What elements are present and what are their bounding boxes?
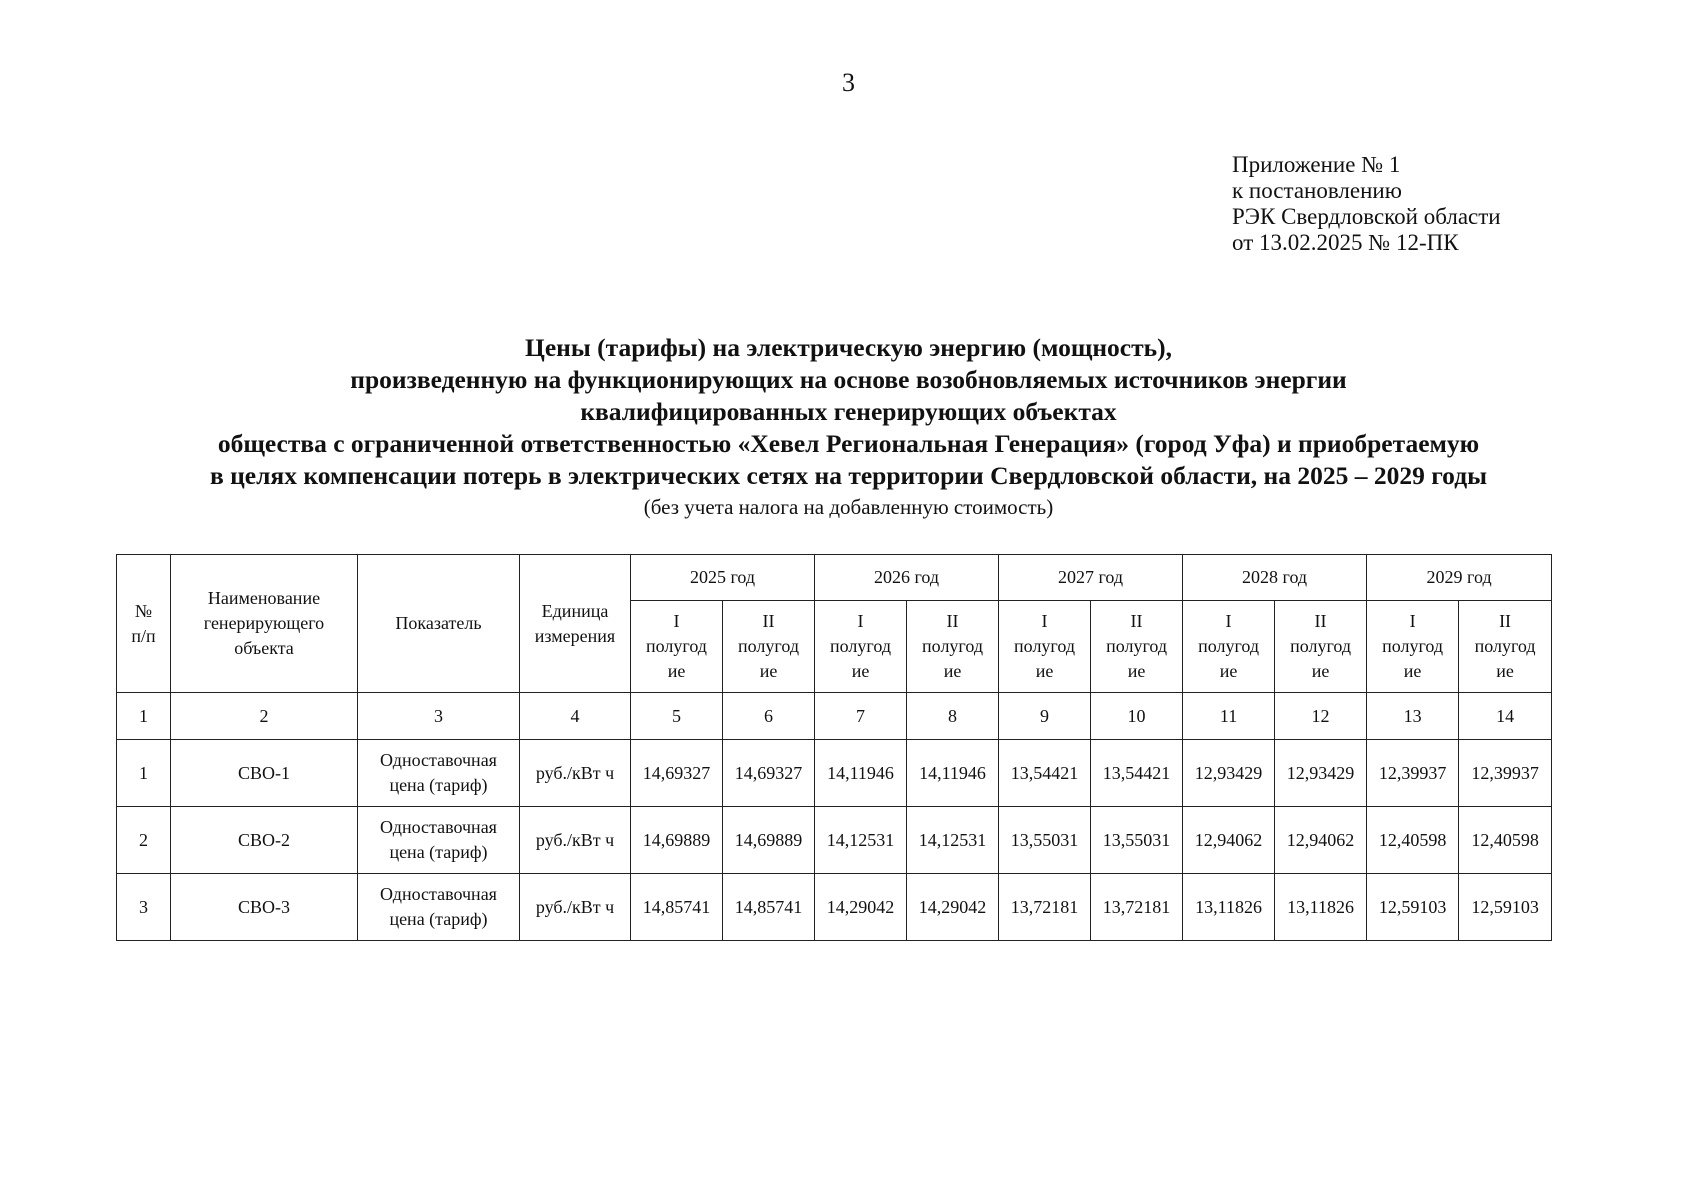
tariff-value: 12,94062 [1183,807,1275,874]
tariff-value: 12,40598 [1459,807,1552,874]
header-year-2028: 2028 год [1183,555,1367,601]
tariff-value: 12,93429 [1183,740,1275,807]
column-number: 3 [358,693,520,740]
header-half-year-1 [1367,601,1459,693]
header-text: полугод [922,636,983,656]
header-half-year-2 [1459,601,1552,693]
column-number: 7 [815,693,907,740]
page-number: 3 [842,68,855,97]
header-year-2027: 2027 год [999,555,1183,601]
header-text: II [1130,611,1143,631]
column-number: 5 [631,693,723,740]
header-text: полугод [1474,636,1536,656]
header-text: ие [1311,661,1330,681]
header-text: Единица [541,600,609,621]
header-text: ие [1035,661,1054,681]
indicator-cell [358,807,520,874]
unit-cell: руб./кВт ч [520,740,631,807]
tariff-value: 14,12531 [907,807,999,874]
header-year-2026: 2026 год [815,555,999,601]
header-text: полугод [738,636,799,656]
header-text: ие [1219,661,1238,681]
row-number: 1 [117,740,171,807]
tariff-value: 12,93429 [1275,740,1367,807]
tariff-value: 14,69327 [631,740,723,807]
tariff-value: 14,85741 [723,874,815,941]
object-name: СВО-2 [171,807,358,874]
tariff-value: 14,69889 [631,807,723,874]
header-half-year-2 [907,601,999,693]
header-text: ие [851,661,870,681]
header-half-year-2 [723,601,815,693]
header-text: № [134,600,153,621]
column-number: 4 [520,693,631,740]
tariff-value: 14,69327 [723,740,815,807]
title-line: квалифицированных генерирующих объектах [580,397,1117,426]
tariff-value: 13,54421 [999,740,1091,807]
tariff-value: 13,11826 [1275,874,1367,941]
column-number: 9 [999,693,1091,740]
indicator-text: Одноставочная [380,884,497,904]
tariff-value: 14,29042 [815,874,907,941]
column-number: 12 [1275,693,1367,740]
header-text: I [1041,611,1048,631]
unit-cell: руб./кВт ч [520,807,631,874]
header-text: Наименование [207,588,321,608]
column-number: 11 [1183,693,1275,740]
indicator-text: цена (тариф) [389,909,488,929]
header-half-year-1 [815,601,907,693]
column-number: 8 [907,693,999,740]
column-number: 14 [1459,693,1552,740]
table-row [117,874,1552,941]
indicator-text: Одноставочная [380,750,497,770]
tariff-value: 13,54421 [1091,740,1183,807]
title-line: произведенную на функционирующих на основе возобновляемых источников энергии [350,365,1347,394]
header-text: измерения [534,625,616,646]
document-title [0,332,1697,492]
tariff-value: 14,12531 [815,807,907,874]
row-number: 2 [117,807,171,874]
header-text: ие [1403,661,1422,681]
title-line: в целях компенсации потерь в электрических сетях на территории Свердловской области, на 2025 – 2029 годы [209,461,1488,490]
header-text: полугод [646,636,707,656]
header-text: объекта [234,638,294,658]
appendix-line: РЭК Свердловской области [1232,204,1501,229]
header-text: полугод [1198,636,1260,656]
tariff-value: 13,55031 [1091,807,1183,874]
column-number: 1 [117,693,171,740]
tariff-value: 14,11946 [907,740,999,807]
table-row [117,740,1552,807]
object-name: СВО-1 [171,740,358,807]
object-name: СВО-3 [171,874,358,941]
tariff-value: 13,72181 [999,874,1091,941]
row-number: 3 [117,874,171,941]
column-number: 6 [723,693,815,740]
tariff-value: 14,11946 [815,740,907,807]
header-half-year-1 [1183,601,1275,693]
header-cell-number [117,555,171,693]
header-text: генерирующего [203,613,325,633]
header-text: II [1314,611,1327,631]
header-half-year-1 [999,601,1091,693]
indicator-text: Одноставочная [380,817,497,837]
header-cell-unit [520,555,631,693]
header-text: ие [1496,661,1514,681]
title-line: общества с ограниченной ответственностью «Хевел Региональная Генерация» (город Уфа) и приобретаемую [217,429,1480,458]
tariff-value: 12,39937 [1367,740,1459,807]
tariff-value: 13,11826 [1183,874,1275,941]
tariff-value: 13,72181 [1091,874,1183,941]
header-cell-indicator: Показатель [358,555,520,693]
header-text: II [762,611,775,631]
unit-cell: руб./кВт ч [520,874,631,941]
indicator-text: цена (тариф) [389,842,488,862]
header-text: ие [759,661,778,681]
appendix-line: Приложение № 1 [1232,152,1401,177]
header-text: полугод [1290,636,1352,656]
header-text: п/п [131,625,156,646]
tariff-value: 14,85741 [631,874,723,941]
tariff-value: 12,39937 [1459,740,1552,807]
appendix-line: к постановлению [1232,178,1402,203]
header-half-year-2 [1275,601,1367,693]
tariff-value: 12,40598 [1367,807,1459,874]
column-number: 13 [1367,693,1459,740]
header-text: ие [943,661,962,681]
indicator-cell [358,874,520,941]
header-half-year-2 [1091,601,1183,693]
header-text: полугод [1382,636,1444,656]
title-line: Цены (тарифы) на электрическую энергию (мощность), [525,333,1172,362]
appendix-reference [1232,152,1501,256]
header-text: I [1225,611,1232,631]
column-number: 10 [1091,693,1183,740]
tariff-value: 14,29042 [907,874,999,941]
header-cell-object-name [171,555,358,693]
document-subtitle: (без учета налога на добавленную стоимость) [643,495,1054,519]
tariff-table [116,554,1552,941]
column-number-row [117,693,1552,740]
tariff-value: 14,69889 [723,807,815,874]
tariff-value: 12,59103 [1367,874,1459,941]
header-text: полугод [830,636,891,656]
column-number: 2 [171,693,358,740]
header-half-year-1 [631,601,723,693]
tariff-value: 13,55031 [999,807,1091,874]
table-header [117,555,1552,693]
indicator-text: цена (тариф) [389,775,488,795]
header-text: полугод [1106,636,1168,656]
header-text: I [673,611,680,631]
header-text: полугод [1014,636,1075,656]
tariff-value: 12,94062 [1275,807,1367,874]
table-row [117,807,1552,874]
header-text: II [946,611,959,631]
header-text: I [1409,611,1416,631]
header-year-2025: 2025 год [631,555,815,601]
header-text: II [1499,611,1512,631]
indicator-cell [358,740,520,807]
header-text: ие [667,661,686,681]
header-text: I [857,611,864,631]
header-year-2029: 2029 год [1367,555,1552,601]
appendix-line: от 13.02.2025 № 12-ПК [1232,230,1459,255]
header-text: ие [1127,661,1146,681]
tariff-value: 12,59103 [1459,874,1552,941]
